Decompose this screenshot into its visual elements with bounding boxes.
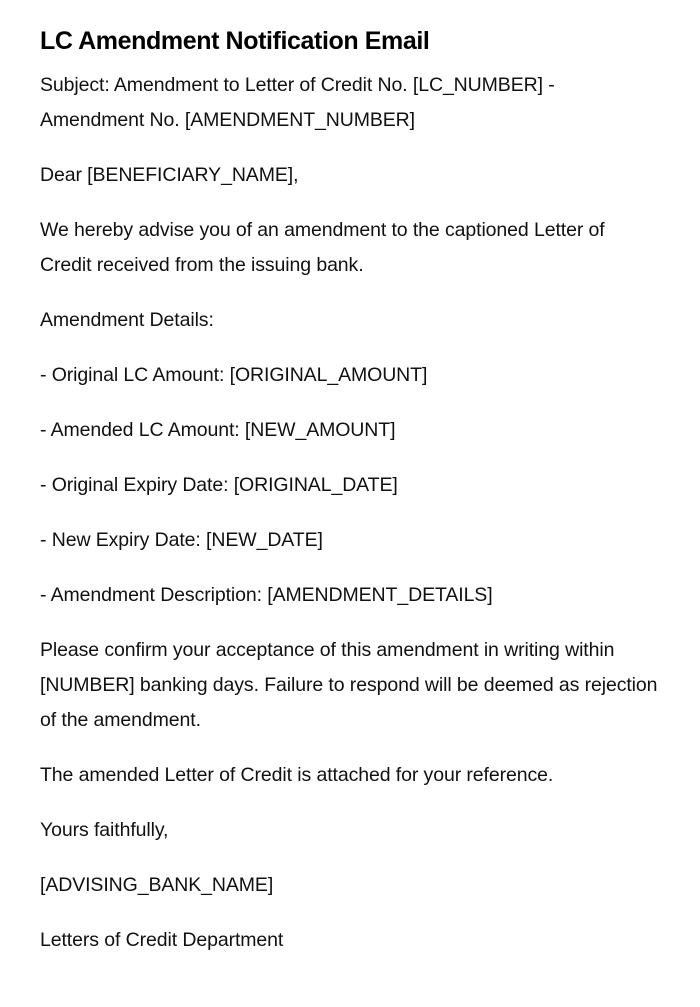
signature-department: Letters of Credit Department — [40, 929, 284, 951]
closing: Yours faithfully, — [40, 819, 169, 841]
salutation: Dear [BENEFICIARY_NAME], — [40, 164, 299, 186]
detail-description: - Amendment Description: [AMENDMENT_DETAILS] — [40, 584, 493, 606]
subject-line: Subject: Amendment to Letter of Credit No. [LC_NUMBER] - Amendment No. [AMENDMENT_NUMBER] — [40, 74, 555, 131]
document-title: LC Amendment Notification Email — [40, 27, 430, 55]
details-heading: Amendment Details: — [40, 309, 214, 331]
detail-original-expiry: - Original Expiry Date: [ORIGINAL_DATE] — [40, 474, 398, 496]
detail-amended-amount: - Amended LC Amount: [NEW_AMOUNT] — [40, 419, 396, 441]
confirmation-paragraph: Please confirm your acceptance of this amendment in writing within [NUMBER] banking days. Failure to respond will be deemed as rejection of the amendment. — [40, 639, 658, 731]
attachment-note: The amended Letter of Credit is attached for your reference. — [40, 764, 554, 786]
detail-original-amount: - Original LC Amount: [ORIGINAL_AMOUNT] — [40, 364, 428, 386]
signature-bank: [ADVISING_BANK_NAME] — [40, 874, 274, 896]
detail-new-expiry: - New Expiry Date: [NEW_DATE] — [40, 529, 323, 551]
intro-paragraph: We hereby advise you of an amendment to the captioned Letter of Credit received from the issuing bank. — [40, 219, 605, 276]
